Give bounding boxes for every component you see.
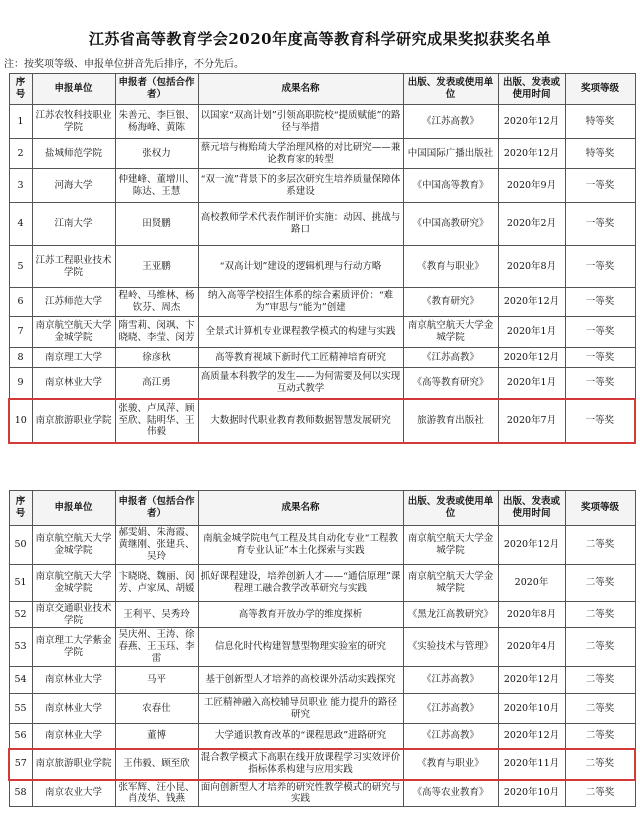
cell-title: “双高计划”建设的逻辑机理与行动方略 (198, 246, 403, 288)
cell-title: 纳入高等学校招生体系的综合素质评价：“难为”审思与“能为”创建 (198, 288, 403, 317)
header-publisher: 出版、发表或使用单位 (403, 74, 498, 105)
cell-award: 二等奖 (565, 601, 635, 628)
cell-award: 一等奖 (565, 288, 635, 317)
cell-award: 一等奖 (565, 203, 635, 246)
cell-authors: 张骏、卢凤萍、顾至欣、陆明华、王伟毅 (115, 399, 198, 443)
cell-authors: 朱善元、李巨银、杨海峰、黄陈 (115, 105, 198, 139)
cell-award: 特等奖 (565, 105, 635, 139)
header-index: 序号 (9, 491, 32, 526)
cell-publisher: 《江苏高教》 (403, 348, 498, 368)
cell-unit: 南京林业大学 (32, 724, 115, 749)
table-row (9, 399, 635, 443)
cell-award: 二等奖 (565, 749, 635, 780)
cell-date: 2020年12月 (498, 288, 565, 317)
header-authors: 申报者（包括合作者） (115, 491, 198, 526)
cell-title: 信息化时代构建智慧型物理实验室的研究 (198, 628, 403, 667)
cell-date: 2020年8月 (498, 601, 565, 628)
table-row (9, 667, 635, 694)
cell-publisher: 《江苏高教》 (403, 105, 498, 139)
cell-date: 2020年7月 (498, 399, 565, 443)
cell-unit: 南京交通职业技术学院 (32, 601, 115, 628)
cell-unit: 河海大学 (32, 169, 115, 203)
cell-authors: 王亚鹏 (115, 246, 198, 288)
cell-unit: 南京林业大学 (32, 694, 115, 724)
page-title: 江苏省高等教育学会2020年度高等教育科学研究成果奖拟获奖名单 (88, 30, 552, 48)
table-row (9, 348, 635, 368)
cell-authors: 农春仕 (115, 694, 198, 724)
table-row (9, 526, 635, 565)
cell-title: 以国家“双高计划”引领高职院校“提质赋能”的路径与举措 (198, 105, 403, 139)
cell-authors: 卞晓晓、魏丽、闵芳、卢家凤、胡媛 (115, 564, 198, 601)
cell-unit: 江苏农牧科技职业学院 (32, 105, 115, 139)
table-row (9, 105, 635, 139)
header-unit: 申报单位 (32, 491, 115, 526)
cell-date: 2020年12月 (498, 139, 565, 169)
cell-index: 55 (9, 694, 32, 724)
header-authors: 申报者（包括合作者） (115, 74, 198, 105)
cell-unit: 南京理工大学 (32, 348, 115, 368)
cell-index: 52 (9, 601, 32, 628)
cell-title: 高质量本科教学的发生——为何需要及何以实现互动式教学 (198, 368, 403, 399)
cell-authors: 张军辉、汪小昆、肖茂华、钱燕 (115, 780, 198, 807)
header-title: 成果名称 (198, 74, 403, 105)
cell-unit: 南京农业大学 (32, 780, 115, 807)
cell-index: 4 (9, 203, 32, 246)
cell-publisher: 《江苏高教》 (403, 667, 498, 694)
header-award: 奖项等级 (565, 74, 635, 105)
cell-publisher: 《实验技术与管理》 (403, 628, 498, 667)
cell-award: 二等奖 (565, 667, 635, 694)
table-row (9, 317, 635, 348)
cell-date: 2020年12月 (498, 348, 565, 368)
cell-authors: 程岭、马维林、杨钦芬、周杰 (115, 288, 198, 317)
cell-publisher: 旅游教育出版社 (403, 399, 498, 443)
cell-award: 一等奖 (565, 246, 635, 288)
cell-unit: 江南大学 (32, 203, 115, 246)
cell-publisher: 《教育与职业》 (403, 246, 498, 288)
cell-award: 一等奖 (565, 348, 635, 368)
cell-publisher: 《教育与职业》 (403, 749, 498, 780)
cell-authors: 隋雪莉、闵飒、卞晓晓、李莹、闵芳 (115, 317, 198, 348)
cell-publisher: 中国国际广播出版社 (403, 139, 498, 169)
cell-index: 2 (9, 139, 32, 169)
cell-unit: 南京旅游职业学院 (32, 399, 115, 443)
cell-title: 高校教师学术代表作制评价实施：动因、挑战与路口 (198, 203, 403, 246)
header-publisher: 出版、发表或使用单位 (403, 491, 498, 526)
cell-publisher: 《中国高等教育》 (403, 169, 498, 203)
cell-award: 二等奖 (565, 564, 635, 601)
cell-date: 2020年12月 (498, 724, 565, 749)
cell-index: 6 (9, 288, 32, 317)
cell-authors: 董博 (115, 724, 198, 749)
cell-award: 二等奖 (565, 526, 635, 565)
cell-award: 一等奖 (565, 169, 635, 203)
cell-award: 二等奖 (565, 780, 635, 807)
cell-publisher: 南京航空航天大学金城学院 (403, 317, 498, 348)
cell-date: 2020年1月 (498, 368, 565, 399)
cell-unit: 南京航空航天大学金城学院 (32, 317, 115, 348)
cell-index: 1 (9, 105, 32, 139)
cell-authors: 马平 (115, 667, 198, 694)
cell-index: 5 (9, 246, 32, 288)
cell-award: 二等奖 (565, 628, 635, 667)
cell-authors: 王利平、吴秀玲 (115, 601, 198, 628)
cell-title: 混合教学模式下高职在线开放课程学习实效评价指标体系构建与应用实践 (198, 749, 403, 780)
cell-unit: 南京航空航天大学金城学院 (32, 526, 115, 565)
cell-unit: 南京航空航天大学金城学院 (32, 564, 115, 601)
cell-date: 2020年2月 (498, 203, 565, 246)
cell-award: 二等奖 (565, 724, 635, 749)
table-row (9, 780, 635, 807)
cell-index: 58 (9, 780, 32, 807)
cell-date: 2020年8月 (498, 246, 565, 288)
header-date: 出版、发表或使用时间 (498, 491, 565, 526)
cell-award: 一等奖 (565, 399, 635, 443)
cell-index: 3 (9, 169, 32, 203)
cell-index: 57 (9, 749, 32, 780)
cell-date: 2020年12月 (498, 105, 565, 139)
cell-date: 2020年12月 (498, 526, 565, 565)
table-row (9, 368, 635, 399)
award-table-top (8, 73, 636, 444)
cell-authors: 徐彦秋 (115, 348, 198, 368)
table-row (9, 628, 635, 667)
cell-date: 2020年11月 (498, 749, 565, 780)
table-row (9, 564, 635, 601)
cell-publisher: 南京航空航天大学金城学院 (403, 564, 498, 601)
cell-authors: 郝雯娟、朱海霞、黄继刚、张建兵、吴玲 (115, 526, 198, 565)
cell-authors: 吴庆州、王涛、徐春燕、王玉珏、李雷 (115, 628, 198, 667)
cell-title: “双一流”背景下的多层次研究生培养质量保障体系建设 (198, 169, 403, 203)
cell-authors: 田贤鹏 (115, 203, 198, 246)
cell-publisher: 《江苏高教》 (403, 724, 498, 749)
cell-index: 9 (9, 368, 32, 399)
header-title: 成果名称 (198, 491, 403, 526)
header-unit: 申报单位 (32, 74, 115, 105)
cell-index: 51 (9, 564, 32, 601)
cell-publisher: 《黑龙江高教研究》 (403, 601, 498, 628)
cell-authors: 仲建峰、董增川、陈达、王慧 (115, 169, 198, 203)
cell-award: 特等奖 (565, 139, 635, 169)
cell-award: 一等奖 (565, 368, 635, 399)
cell-title: 抓好课程建设，培养创新人才——“通信原理”课程理工融合教学改革研究与实践 (198, 564, 403, 601)
cell-date: 2020年1月 (498, 317, 565, 348)
cell-title: 高等教育开放办学的维度探析 (198, 601, 403, 628)
cell-index: 54 (9, 667, 32, 694)
cell-publisher: 《教育研究》 (403, 288, 498, 317)
cell-authors: 高江勇 (115, 368, 198, 399)
cell-unit: 南京理工大学紫金学院 (32, 628, 115, 667)
cell-title: 大数据时代职业教育教师数据智慧发展研究 (198, 399, 403, 443)
cell-unit: 盐城师范学院 (32, 139, 115, 169)
cell-index: 56 (9, 724, 32, 749)
header-index: 序号 (9, 74, 32, 105)
cell-publisher: 南京航空航天大学金城学院 (403, 526, 498, 565)
cell-unit: 南京林业大学 (32, 667, 115, 694)
cell-title: 大学通识教育改革的“课程思政”进路研究 (198, 724, 403, 749)
table-row (9, 724, 635, 749)
cell-unit: 南京林业大学 (32, 368, 115, 399)
cell-title: 面向创新型人才培养的研究性教学模式的研究与实践 (198, 780, 403, 807)
cell-unit: 南京旅游职业学院 (32, 749, 115, 780)
sort-note: 注：按奖项等级、申报单位拼音先后排序，不分先后。 (4, 59, 244, 70)
table-row (9, 601, 635, 628)
cell-date: 2020年 (498, 564, 565, 601)
table-row (9, 139, 635, 169)
cell-title: 蔡元培与梅贻琦大学治理风格的对比研究——兼论教育家的转型 (198, 139, 403, 169)
award-table-bottom (8, 490, 636, 807)
cell-authors: 张权力 (115, 139, 198, 169)
cell-authors: 王伟毅、顾至欣 (115, 749, 198, 780)
table-row (9, 288, 635, 317)
cell-date: 2020年10月 (498, 694, 565, 724)
cell-date: 2020年4月 (498, 628, 565, 667)
cell-index: 53 (9, 628, 32, 667)
cell-publisher: 《高等教育研究》 (403, 368, 498, 399)
cell-index: 7 (9, 317, 32, 348)
cell-publisher: 《中国高教研究》 (403, 203, 498, 246)
cell-award: 二等奖 (565, 694, 635, 724)
table-row (9, 169, 635, 203)
cell-publisher: 《高等农业教育》 (403, 780, 498, 807)
cell-unit: 江苏工程职业技术学院 (32, 246, 115, 288)
cell-award: 一等奖 (565, 317, 635, 348)
cell-title: 全景式计算机专业课程教学模式的构建与实践 (198, 317, 403, 348)
table-row (9, 246, 635, 288)
cell-title: 工匠精神融入高校辅导员职业 能力提升的路径研究 (198, 694, 403, 724)
cell-title: 南航金城学院电气工程及其自动化专业“工程教育专业认证”本土化探索与实践 (198, 526, 403, 565)
cell-index: 8 (9, 348, 32, 368)
table-row (9, 749, 635, 780)
cell-index: 10 (9, 399, 32, 443)
header-date: 出版、发表或使用时间 (498, 74, 565, 105)
table-row (9, 694, 635, 724)
cell-date: 2020年12月 (498, 667, 565, 694)
table-row (9, 203, 635, 246)
cell-index: 50 (9, 526, 32, 565)
header-award: 奖项等级 (565, 491, 635, 526)
cell-unit: 江苏师范大学 (32, 288, 115, 317)
cell-date: 2020年10月 (498, 780, 565, 807)
cell-publisher: 《江苏高教》 (403, 694, 498, 724)
cell-date: 2020年9月 (498, 169, 565, 203)
cell-title: 高等教育视域下新时代工匠精神培育研究 (198, 348, 403, 368)
cell-title: 基于创新型人才培养的高校课外活动实践探究 (198, 667, 403, 694)
